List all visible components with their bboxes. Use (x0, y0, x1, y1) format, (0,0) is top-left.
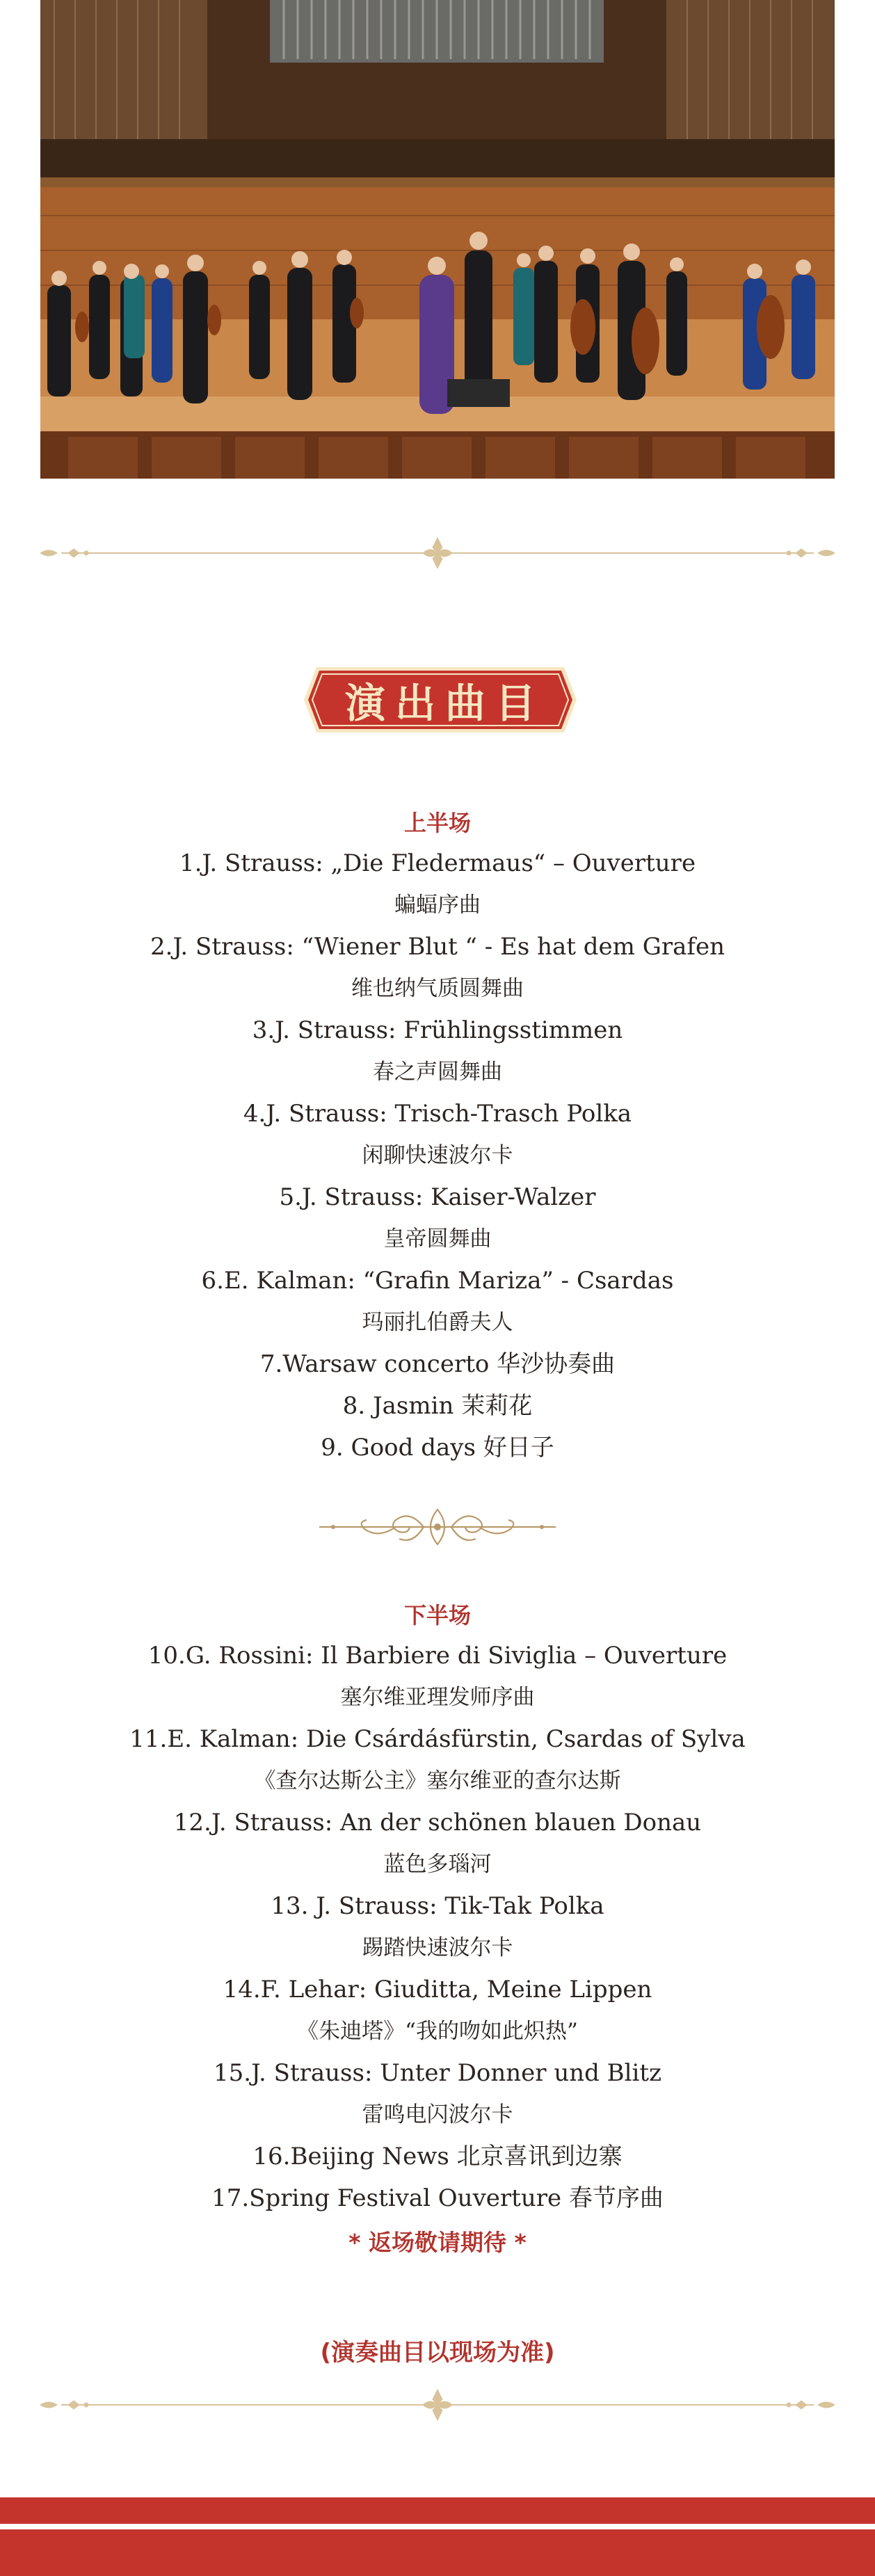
program-item: 17.Spring Festival Ouverture 春节序曲 (211, 2184, 664, 2212)
program-item-cn: 《查尔达斯公主》塞尔维亚的查尔达斯 (254, 1768, 621, 1793)
program-item-cn: 蓝色多瑙河 (383, 1852, 492, 1877)
first-half-heading: 上半场 (403, 810, 471, 836)
footer-stripe-top (0, 2497, 875, 2524)
program-item: 5.J. Strauss: Kaiser-Walzer (279, 1183, 596, 1211)
program-item: 16.Beijing News 北京喜讯到边寨 (252, 2143, 623, 2170)
flourish-ornament (319, 1496, 556, 1558)
encore-note: * 返场敬请期待 * (348, 2229, 527, 2256)
program-item-cn: 蝙蝠序曲 (394, 893, 481, 918)
program-item: 3.J. Strauss: Frühlingsstimmen (252, 1016, 623, 1044)
program-item-cn: 《朱迪塔》“我的吻如此炽热” (297, 2019, 578, 2044)
second-half-section (0, 1596, 875, 2219)
program-item: 15.J. Strauss: Unter Donner und Blitz (214, 2059, 661, 2087)
second-half-heading: 下半场 (403, 1602, 471, 1629)
program-item: 7.Warsaw concerto 华沙协奏曲 (259, 1350, 616, 1378)
footer-stripe-gap (0, 2524, 875, 2529)
program-item: 6.E. Kalman: “Grafin Mariza” - Csardas (201, 1267, 674, 1295)
program-item: 10.G. Rossini: Il Barbiere di Siviglia – Ouverture (147, 1642, 728, 1670)
program-item: 9. Good days 好日子 (321, 1434, 554, 1462)
program-subject-to-change-note: (演奏曲目以现场为准) (320, 2339, 555, 2367)
program-item: 2.J. Strauss: “Wiener Blut “ - Es hat dem Grafen (150, 933, 725, 961)
program-item: 11.E. Kalman: Die Csárdásfürstin, Csardas of Sylva (129, 1725, 746, 1753)
program-item: 12.J. Strauss: An der schönen blauen Donau (173, 1809, 702, 1837)
program-item: 8. Jasmin 茉莉花 (342, 1392, 533, 1420)
footer-band (0, 2497, 875, 2576)
ornamental-divider-bottom (40, 2384, 835, 2426)
program-item: 13. J. Strauss: Tik-Tak Polka (271, 1892, 604, 1920)
program-item-cn: 雷鸣电闪波尔卡 (362, 2102, 513, 2127)
ornamental-divider-top (40, 532, 835, 574)
program-item-cn: 踢踏快速波尔卡 (362, 1935, 513, 1960)
footer-stripe-bottom (0, 2529, 875, 2576)
program-title-badge (301, 664, 579, 735)
program-item: 14.F. Lehar: Giuditta, Meine Lippen (223, 1976, 652, 2003)
program-item: 4.J. Strauss: Trisch-Trasch Polka (243, 1100, 632, 1128)
program-item-cn: 玛丽扎伯爵夫人 (362, 1310, 513, 1335)
program-item-cn: 维也纳气质圆舞曲 (351, 976, 524, 1001)
program-item-cn: 塞尔维亚理发师序曲 (340, 1685, 535, 1710)
program-item: 1.J. Strauss: „Die Fledermaus“ – Ouverture (179, 849, 696, 877)
orchestra-stage-photo (40, 0, 835, 479)
program-item-cn: 闲聊快速波尔卡 (362, 1143, 513, 1168)
program-item-cn: 春之声圆舞曲 (373, 1059, 502, 1085)
first-half-section (0, 803, 875, 1469)
program-title: 演出曲目 (344, 680, 545, 727)
program-item-cn: 皇帝圆舞曲 (383, 1226, 492, 1251)
